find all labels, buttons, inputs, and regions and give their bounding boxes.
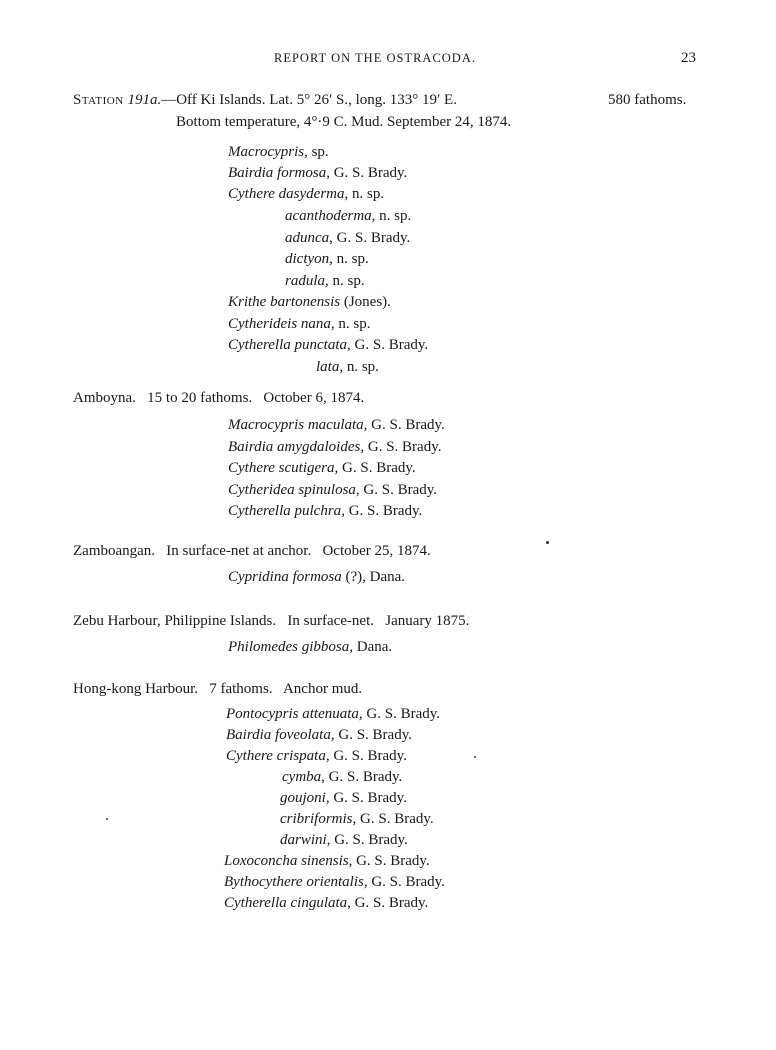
species-item: Bairdia foveolata, G. S. Brady.: [226, 727, 412, 743]
species-item: Cytheridea spinulosa, G. S. Brady.: [228, 482, 438, 498]
station-depth: 580 fathoms.: [608, 92, 687, 108]
species-item: Bairdia formosa, G. S. Brady.: [228, 165, 408, 181]
station-id: 191a.: [127, 92, 162, 108]
species-item: acanthoderma, n. sp.: [285, 208, 412, 224]
species-item: Cytherideis nana, n. sp.: [228, 316, 371, 332]
species-item: Cytherella cingulata, G. S. Brady.: [224, 895, 429, 911]
species-item: radula, n. sp.: [285, 273, 365, 289]
species-item: Cytherella punctata, G. S. Brady.: [228, 337, 429, 353]
species-item: darwini, G. S. Brady.: [280, 832, 408, 848]
species-item: Macrocypris maculata, G. S. Brady.: [228, 417, 445, 433]
species-item: lata, n. sp.: [316, 359, 379, 375]
species-item: Philomedes gibbosa, Dana.: [228, 639, 393, 655]
station-heading: Amboyna. 15 to 20 fathoms. October 6, 1874.: [73, 390, 365, 406]
species-item: Cythere dasyderma, n. sp.: [228, 186, 385, 202]
species-item: Loxoconcha sinensis, G. S. Brady.: [224, 853, 430, 869]
page-number: 23: [681, 50, 696, 66]
station-label: Station: [73, 92, 124, 108]
species-item: Bythocythere orientalis, G. S. Brady.: [224, 874, 445, 890]
station-heading: Zebu Harbour, Philippine Islands. In surface-net. January 1875.: [73, 613, 470, 629]
species-item: dictyon, n. sp.: [285, 251, 369, 267]
species-item: Cythere scutigera, G. S. Brady.: [228, 460, 416, 476]
print-speck: [546, 541, 549, 544]
station-conditions: Bottom temperature, 4°·9 C. Mud. September 24, 1874.: [176, 114, 512, 130]
running-title: REPORT ON THE OSTRACODA.: [274, 51, 476, 65]
station-location: —Off Ki Islands. Lat. 5° 26′ S., long. 133° 19′ E.: [161, 92, 457, 108]
station-heading: Zamboangan. In surface-net at anchor. October 25, 1874.: [73, 543, 431, 559]
species-item: cymba, G. S. Brady.: [282, 769, 403, 785]
species-item: Macrocypris, sp.: [228, 144, 329, 160]
species-item: adunca, G. S. Brady.: [285, 230, 411, 246]
species-item: Cythere crispata, G. S. Brady.: [226, 748, 407, 764]
station-heading: Hong-kong Harbour. 7 fathoms. Anchor mud.: [73, 681, 363, 697]
species-item: cribriformis, G. S. Brady.: [280, 811, 434, 827]
species-item: Pontocypris attenuata, G. S. Brady.: [226, 706, 441, 722]
species-item: Cypridina formosa (?), Dana.: [228, 569, 406, 585]
species-item: Cytherella pulchra, G. S. Brady.: [228, 503, 423, 519]
print-speck: [106, 818, 108, 820]
print-speck: [474, 756, 476, 758]
species-item: goujoni, G. S. Brady.: [280, 790, 407, 806]
station-heading: [73, 93, 457, 108]
species-item: Krithe bartonensis (Jones).: [228, 294, 391, 310]
species-item: Bairdia amygdaloides, G. S. Brady.: [228, 439, 442, 455]
